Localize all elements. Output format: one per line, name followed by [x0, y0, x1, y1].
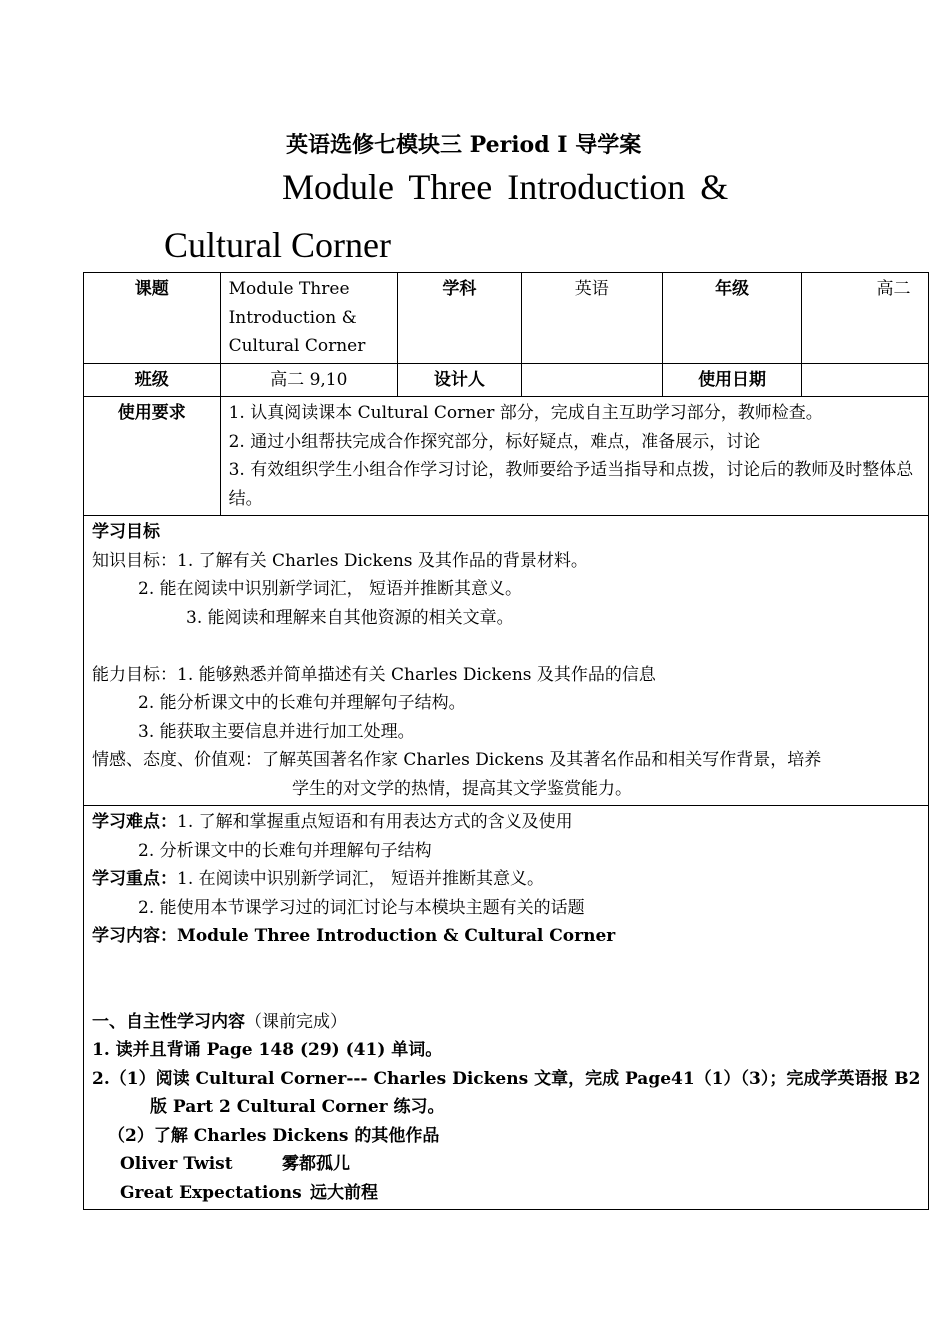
work-item — [92, 1179, 920, 1208]
blank-line — [92, 979, 920, 1008]
grade-value: 高二 — [802, 273, 929, 364]
knowledge-goal-2: 2. 能在阅读中识别新学词汇， 短语并推断其意义。 — [138, 579, 523, 599]
work-title-cn: 雾都孤儿 — [282, 1154, 350, 1174]
key-1: 1. 在阅读中识别新学词汇， 短语并推断其意义。 — [177, 869, 545, 889]
emotion-goal-1: 情感、态度、价值观：了解英国著名作家 Charles Dickens 及其著名作品和相关写作背景，培养 — [92, 750, 822, 770]
designer-value — [521, 363, 662, 397]
blank-line — [92, 632, 920, 661]
class-label: 班级 — [84, 363, 221, 397]
self-study-item-2b: 版 Part 2 Cultural Corner 练习。 — [150, 1097, 445, 1117]
knowledge-goal-1: 知识目标：1. 了解有关 Charles Dickens 及其作品的背景材料。 — [92, 550, 588, 571]
difficulty-2: 2. 分析课文中的长难句并理解句子结构 — [138, 840, 432, 861]
topic-value — [220, 273, 397, 364]
work-item — [92, 1150, 920, 1179]
ability-goal-3: 3. 能获取主要信息并进行加工处理。 — [138, 721, 415, 742]
difficulty-label: 学习难点： — [92, 812, 177, 832]
ability-goal-1: 能力目标：1. 能够熟悉并简单描述有关 Charles Dickens 及其作品的信息 — [92, 664, 656, 685]
requirement-1: 1. 认真阅读课本 Cultural Corner 部分，完成自主互助学习部分，教师检查。 — [228, 403, 823, 423]
content-value: Module Three Introduction & Cultural Corner — [177, 926, 616, 946]
requirement-2: 2. 通过小组帮扶完成合作探究部分，标好疑点，难点，准备展示，讨论 — [228, 431, 761, 452]
topic-line-1: Module Three — [228, 279, 350, 299]
difficulty-1: 1. 了解和掌握重点短语和有用表达方式的含义及使用 — [177, 812, 573, 832]
doc-title-chinese: 英语选修七模块三 Period I 导学案 — [286, 132, 642, 158]
info-row-1 — [84, 273, 929, 364]
topic-line-2: Introduction & — [228, 307, 357, 328]
self-study-heading-line — [92, 1008, 920, 1037]
doc-title-english-line2: Cultural Corner — [164, 225, 391, 265]
goals-row — [84, 516, 929, 806]
difficulty-line-1 — [92, 808, 920, 837]
class-value: 高二 9,10 — [220, 363, 397, 397]
requirement-3: 3. 有效组织学生小组合作学习讨论，教师要给予适当指导和点拨，讨论后的教师及时整体总结。 — [228, 460, 914, 509]
blank-line — [92, 951, 920, 980]
knowledge-goal-3: 3. 能阅读和理解来自其他资源的相关文章。 — [186, 607, 514, 628]
emotion-goal-2: 学生的对文学的热情，提高其文学鉴赏能力。 — [292, 778, 632, 799]
topic-line-3: Cultural Corner — [228, 336, 366, 356]
subject-label: 学科 — [398, 273, 522, 364]
content-row — [84, 806, 929, 1210]
requirements-content — [220, 397, 929, 516]
study-content — [84, 806, 929, 1210]
requirements-label: 使用要求 — [84, 397, 221, 516]
self-study-heading: 一、自主性学习内容 — [92, 1011, 245, 1032]
self-study-note: （课前完成） — [245, 1011, 347, 1032]
requirements-row — [84, 397, 929, 516]
work-title-en: Great Expectations — [120, 1182, 302, 1203]
ability-goal-2: 2. 能分析课文中的长难句并理解句子结构。 — [138, 693, 466, 713]
subject-value: 英语 — [521, 273, 662, 364]
date-label: 使用日期 — [662, 363, 802, 397]
date-value — [802, 363, 929, 397]
grade-label: 年级 — [662, 273, 802, 364]
work-title-en: Oliver Twist — [120, 1154, 233, 1174]
content-line — [92, 922, 920, 951]
self-study-item-3: （2）了解 Charles Dickens 的其他作品 — [108, 1125, 440, 1146]
info-row-2 — [84, 363, 929, 397]
key-label: 学习重点： — [92, 869, 177, 889]
lesson-plan-table — [83, 272, 929, 1210]
key-line-1 — [92, 865, 920, 894]
self-study-item-1: 1. 读并且背诵 Page 148 (29) (41) 单词。 — [92, 1040, 443, 1060]
doc-title-english-line1: Module Three Introduction & — [282, 167, 729, 207]
work-title-cn: 远大前程 — [310, 1182, 378, 1203]
designer-label: 设计人 — [398, 363, 522, 397]
topic-label: 课题 — [84, 273, 221, 364]
goals-content — [84, 516, 929, 806]
key-2: 2. 能使用本节课学习过的词汇讨论与本模块主题有关的话题 — [138, 897, 585, 918]
content-label: 学习内容： — [92, 926, 177, 946]
goals-heading: 学习目标 — [92, 522, 160, 542]
self-study-item-2a: 2.（1）阅读 Cultural Corner--- Charles Dickens 文章，完成 Page41（1）（3）；完成学英语报 B2 — [92, 1068, 921, 1089]
